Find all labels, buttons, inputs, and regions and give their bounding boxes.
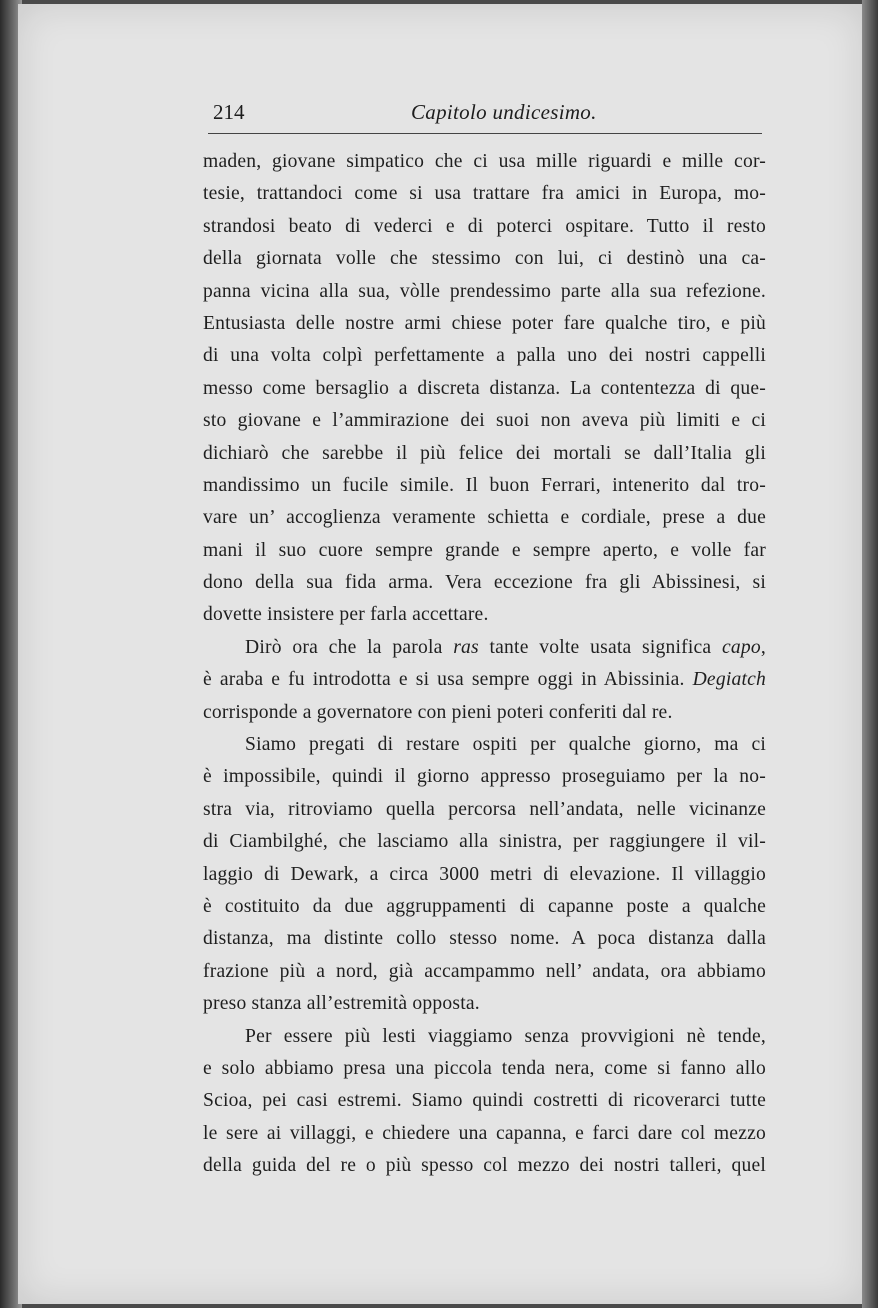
text-run: tante volte usata significa: [478, 636, 722, 658]
text-line: e solo abbiamo presa una piccola tenda nera, come si fanno allo: [203, 1057, 766, 1079]
text-line: vare un’ accoglienza veramente schietta e cordiale, prese a due: [203, 507, 766, 529]
text-line: frazione più a nord, già accampammo nell’ andata, ora abbiamo: [203, 960, 766, 982]
text-line: messo come bersaglio a discreta distanza. La contentezza di que-: [203, 377, 766, 399]
text-line: mani il suo cuore sempre grande e sempre aperto, e volle far: [203, 539, 766, 561]
text-line: è impossibile, quindi il giorno appresso proseguiamo per la no-: [203, 766, 766, 788]
text-line: strandosi beato di vederci e di poterci ospitare. Tutto il resto: [203, 215, 766, 237]
body-text: [203, 146, 766, 1183]
text-line: dono della sua fida arma. Vera eccezione fra gli Abissinesi, si: [203, 572, 766, 594]
text-line: [203, 664, 766, 696]
text-line: della giornata volle che stessimo con lui, ci destinò una ca-: [203, 248, 766, 270]
text-line: di una volta colpì perfettamente a palla uno dei nostri cappelli: [203, 345, 766, 367]
italic-term-degiatch: Degiatch: [692, 669, 766, 691]
text-line: panna vicina alla sua, vòlle prendessimo parte alla sua refezione.: [203, 280, 766, 302]
paragraph: [203, 1021, 766, 1183]
text-line: di Ciambilghé, che lasciamo alla sinistra, per raggiungere il vil-: [203, 831, 766, 853]
text-line: Siamo pregati di restare ospiti per qualche giorno, ma ci: [245, 734, 766, 756]
text-line: mandissimo un fucile simile. Il buon Ferrari, intenerito dal tro-: [203, 474, 766, 496]
text-line: è costituito da due aggruppamenti di capanne poste a qualche: [203, 895, 766, 917]
paragraph: [203, 632, 766, 729]
text-line: Per essere più lesti viaggiamo senza provvigioni nè tende,: [245, 1025, 766, 1047]
text-run: Dirò ora che la parola: [245, 636, 454, 658]
text-line: stra via, ritroviamo quella percorsa nell’andata, nelle vicinanze: [203, 798, 766, 820]
text-line: Scioa, pei casi estremi. Siamo quindi costretti di ricoverarci tutte: [203, 1090, 766, 1112]
text-line: preso stanza all’estremità opposta.: [203, 993, 480, 1015]
text-line: le sere ai villaggi, e chiedere una capanna, e farci dare col mezzo: [203, 1122, 766, 1144]
text-line: dichiarò che sarebbe il più felice dei mortali se dall’Italia gli: [203, 442, 766, 464]
paragraph: [203, 146, 766, 632]
page-edge: [862, 0, 878, 1308]
page-number: 214: [213, 100, 245, 124]
text-line: [203, 632, 766, 664]
text-line: tesie, trattandoci come si usa trattare fra amici in Europa, mo-: [203, 183, 766, 205]
running-header: [213, 100, 763, 130]
text-line: Entusiasta delle nostre armi chiese poter fare qualche tiro, e più: [203, 312, 766, 334]
text-run: ,: [760, 636, 766, 658]
text-line: corrisponde a governatore con pieni poteri conferiti dal re.: [203, 701, 673, 723]
header-rule: [208, 133, 762, 134]
text-line: maden, giovane simpatico che ci usa mille riguardi e mille cor-: [203, 151, 766, 172]
paragraph: [203, 729, 766, 1021]
text-line: della guida del re o più spesso col mezzo dei nostri talleri, quel: [203, 1155, 766, 1177]
chapter-title: Capitolo undicesimo.: [411, 100, 597, 124]
text-line: distanza, ma distinte collo stesso nome. A poca distanza dalla: [203, 928, 766, 950]
text-line: laggio di Dewark, a circa 3000 metri di elevazione. Il villaggio: [203, 863, 766, 885]
text-line: dovette insistere per farla accettare.: [203, 604, 489, 626]
text-run: è araba e fu introdotta e si usa sempre oggi in Abissinia.: [203, 669, 693, 691]
italic-term-ras: ras: [453, 636, 479, 658]
text-line: sto giovane e l’ammirazione dei suoi non aveva più limiti e ci: [203, 410, 766, 432]
italic-term-capo: capo: [722, 636, 761, 658]
